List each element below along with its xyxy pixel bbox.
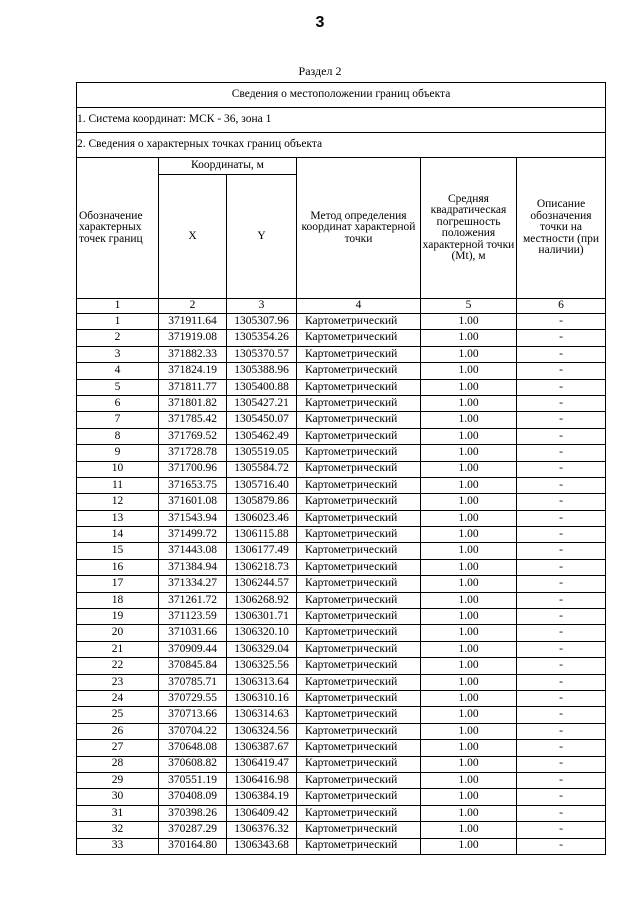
error-cell: 1.00 <box>421 395 517 411</box>
column-number: 1 <box>77 299 159 314</box>
table-row <box>77 428 606 444</box>
point-id-cell: 33 <box>77 838 159 854</box>
boundary-points-table <box>76 82 606 855</box>
method-cell: Картометрический <box>297 805 421 821</box>
y-coordinate-cell: 1305462.49 <box>227 428 297 444</box>
method-cell: Картометрический <box>297 707 421 723</box>
table-row <box>77 690 606 706</box>
method-cell: Картометрический <box>297 428 421 444</box>
y-coordinate-cell: 1306409.42 <box>227 805 297 821</box>
header-x: X <box>159 175 227 299</box>
description-cell: - <box>517 740 606 756</box>
x-coordinate-cell: 370408.09 <box>159 789 227 805</box>
method-cell: Картометрический <box>297 838 421 854</box>
point-id-cell: 26 <box>77 723 159 739</box>
table-row <box>77 592 606 608</box>
x-coordinate-cell: 371911.64 <box>159 314 227 330</box>
point-id-cell: 29 <box>77 772 159 788</box>
error-cell: 1.00 <box>421 445 517 461</box>
point-id-cell: 18 <box>77 592 159 608</box>
point-id-cell: 3 <box>77 346 159 362</box>
table-row <box>77 346 606 362</box>
description-cell: - <box>517 395 606 411</box>
y-coordinate-cell: 1306244.57 <box>227 576 297 592</box>
error-cell: 1.00 <box>421 756 517 772</box>
section-label: Раздел 2 <box>298 64 342 78</box>
table-row <box>77 543 606 559</box>
error-cell: 1.00 <box>421 559 517 575</box>
table-row <box>77 805 606 821</box>
table-row <box>77 723 606 739</box>
table-row <box>77 674 606 690</box>
x-coordinate-cell: 370729.55 <box>159 690 227 706</box>
point-id-cell: 2 <box>77 330 159 346</box>
y-coordinate-cell: 1305388.96 <box>227 363 297 379</box>
error-cell: 1.00 <box>421 330 517 346</box>
header-y: Y <box>227 175 297 299</box>
y-coordinate-cell: 1306325.56 <box>227 658 297 674</box>
table-title: Сведения о местоположении границ объекта <box>77 83 606 108</box>
column-number: 3 <box>227 299 297 314</box>
point-id-cell: 21 <box>77 641 159 657</box>
y-coordinate-cell: 1306416.98 <box>227 772 297 788</box>
x-coordinate-cell: 370164.80 <box>159 838 227 854</box>
column-number: 4 <box>297 299 421 314</box>
y-coordinate-cell: 1306301.71 <box>227 609 297 625</box>
description-cell: - <box>517 494 606 510</box>
y-coordinate-cell: 1306384.19 <box>227 789 297 805</box>
point-id-cell: 13 <box>77 510 159 526</box>
x-coordinate-cell: 371384.94 <box>159 559 227 575</box>
table-row <box>77 740 606 756</box>
error-cell: 1.00 <box>421 576 517 592</box>
table-row <box>77 363 606 379</box>
description-cell: - <box>517 461 606 477</box>
x-coordinate-cell: 371443.08 <box>159 543 227 559</box>
x-coordinate-cell: 371653.75 <box>159 477 227 493</box>
point-id-cell: 27 <box>77 740 159 756</box>
description-cell: - <box>517 346 606 362</box>
method-cell: Картометрический <box>297 330 421 346</box>
description-cell: - <box>517 756 606 772</box>
description-cell: - <box>517 822 606 838</box>
error-cell: 1.00 <box>421 625 517 641</box>
points-caption: 2. Сведения о характерных точках границ объекта <box>77 133 606 158</box>
error-cell: 1.00 <box>421 346 517 362</box>
y-coordinate-cell: 1305519.05 <box>227 445 297 461</box>
table-row <box>77 641 606 657</box>
error-cell: 1.00 <box>421 314 517 330</box>
y-coordinate-cell: 1305584.72 <box>227 461 297 477</box>
error-cell: 1.00 <box>421 838 517 854</box>
description-cell: - <box>517 658 606 674</box>
point-id-cell: 20 <box>77 625 159 641</box>
point-id-cell: 28 <box>77 756 159 772</box>
table-row <box>77 494 606 510</box>
description-cell: - <box>517 690 606 706</box>
y-coordinate-cell: 1306320.10 <box>227 625 297 641</box>
description-cell: - <box>517 609 606 625</box>
description-cell: - <box>517 772 606 788</box>
point-id-cell: 25 <box>77 707 159 723</box>
y-coordinate-cell: 1305370.57 <box>227 346 297 362</box>
y-coordinate-cell: 1306387.67 <box>227 740 297 756</box>
description-cell: - <box>517 805 606 821</box>
y-coordinate-cell: 1305450.07 <box>227 412 297 428</box>
method-cell: Картометрический <box>297 314 421 330</box>
point-id-cell: 22 <box>77 658 159 674</box>
method-cell: Картометрический <box>297 559 421 575</box>
y-coordinate-cell: 1305716.40 <box>227 477 297 493</box>
y-coordinate-cell: 1306376.32 <box>227 822 297 838</box>
table-row <box>77 559 606 575</box>
error-cell: 1.00 <box>421 428 517 444</box>
header-description: Описание обозначения точки на местности (при наличии) <box>517 158 606 299</box>
method-cell: Картометрический <box>297 510 421 526</box>
x-coordinate-cell: 370287.29 <box>159 822 227 838</box>
error-cell: 1.00 <box>421 412 517 428</box>
y-coordinate-cell: 1306218.73 <box>227 559 297 575</box>
description-cell: - <box>517 527 606 543</box>
x-coordinate-cell: 370785.71 <box>159 674 227 690</box>
point-id-cell: 5 <box>77 379 159 395</box>
table-row <box>77 707 606 723</box>
description-cell: - <box>517 838 606 854</box>
point-id-cell: 32 <box>77 822 159 838</box>
y-coordinate-cell: 1306310.16 <box>227 690 297 706</box>
description-cell: - <box>517 379 606 395</box>
point-id-cell: 4 <box>77 363 159 379</box>
point-id-cell: 15 <box>77 543 159 559</box>
x-coordinate-cell: 371785.42 <box>159 412 227 428</box>
error-cell: 1.00 <box>421 690 517 706</box>
x-coordinate-cell: 371769.52 <box>159 428 227 444</box>
table-row <box>77 838 606 854</box>
method-cell: Картометрический <box>297 690 421 706</box>
method-cell: Картометрический <box>297 789 421 805</box>
error-cell: 1.00 <box>421 494 517 510</box>
table-row <box>77 576 606 592</box>
method-cell: Картометрический <box>297 641 421 657</box>
description-cell: - <box>517 707 606 723</box>
table-row <box>77 379 606 395</box>
point-id-cell: 30 <box>77 789 159 805</box>
x-coordinate-cell: 370648.08 <box>159 740 227 756</box>
error-cell: 1.00 <box>421 641 517 657</box>
error-cell: 1.00 <box>421 592 517 608</box>
method-cell: Картометрический <box>297 445 421 461</box>
method-cell: Картометрический <box>297 412 421 428</box>
description-cell: - <box>517 412 606 428</box>
x-coordinate-cell: 371261.72 <box>159 592 227 608</box>
point-id-cell: 17 <box>77 576 159 592</box>
x-coordinate-cell: 371031.66 <box>159 625 227 641</box>
point-id-cell: 31 <box>77 805 159 821</box>
point-id-cell: 8 <box>77 428 159 444</box>
y-coordinate-cell: 1306115.88 <box>227 527 297 543</box>
description-cell: - <box>517 674 606 690</box>
y-coordinate-cell: 1306023.46 <box>227 510 297 526</box>
method-cell: Картометрический <box>297 740 421 756</box>
x-coordinate-cell: 371801.82 <box>159 395 227 411</box>
table-row <box>77 789 606 805</box>
table-row <box>77 477 606 493</box>
description-cell: - <box>517 576 606 592</box>
point-id-cell: 16 <box>77 559 159 575</box>
point-id-cell: 12 <box>77 494 159 510</box>
error-cell: 1.00 <box>421 707 517 723</box>
description-cell: - <box>517 428 606 444</box>
method-cell: Картометрический <box>297 723 421 739</box>
x-coordinate-cell: 371123.59 <box>159 609 227 625</box>
table-row <box>77 461 606 477</box>
description-cell: - <box>517 641 606 657</box>
point-id-cell: 1 <box>77 314 159 330</box>
method-cell: Картометрический <box>297 609 421 625</box>
method-cell: Картометрический <box>297 772 421 788</box>
method-cell: Картометрический <box>297 822 421 838</box>
x-coordinate-cell: 371543.94 <box>159 510 227 526</box>
table-row <box>77 412 606 428</box>
y-coordinate-cell: 1306177.49 <box>227 543 297 559</box>
y-coordinate-cell: 1306419.47 <box>227 756 297 772</box>
point-id-cell: 9 <box>77 445 159 461</box>
x-coordinate-cell: 370845.84 <box>159 658 227 674</box>
error-cell: 1.00 <box>421 609 517 625</box>
table-row <box>77 772 606 788</box>
error-cell: 1.00 <box>421 789 517 805</box>
y-coordinate-cell: 1306343.68 <box>227 838 297 854</box>
method-cell: Картометрический <box>297 477 421 493</box>
y-coordinate-cell: 1306314.63 <box>227 707 297 723</box>
description-cell: - <box>517 510 606 526</box>
error-cell: 1.00 <box>421 723 517 739</box>
point-id-cell: 10 <box>77 461 159 477</box>
description-cell: - <box>517 723 606 739</box>
table-row <box>77 527 606 543</box>
error-cell: 1.00 <box>421 805 517 821</box>
x-coordinate-cell: 371499.72 <box>159 527 227 543</box>
method-cell: Картометрический <box>297 543 421 559</box>
table-row <box>77 510 606 526</box>
method-cell: Картометрический <box>297 395 421 411</box>
x-coordinate-cell: 371824.19 <box>159 363 227 379</box>
column-number: 6 <box>517 299 606 314</box>
method-cell: Картометрический <box>297 592 421 608</box>
table-row <box>77 609 606 625</box>
description-cell: - <box>517 592 606 608</box>
method-cell: Картометрический <box>297 576 421 592</box>
page-number: 3 <box>315 14 325 31</box>
point-id-cell: 19 <box>77 609 159 625</box>
method-cell: Картометрический <box>297 674 421 690</box>
method-cell: Картометрический <box>297 625 421 641</box>
table-row <box>77 330 606 346</box>
y-coordinate-cell: 1306313.64 <box>227 674 297 690</box>
point-id-cell: 7 <box>77 412 159 428</box>
coordinate-system: 1. Система координат: МСК - 36, зона 1 <box>77 108 606 133</box>
x-coordinate-cell: 371334.27 <box>159 576 227 592</box>
error-cell: 1.00 <box>421 658 517 674</box>
point-id-cell: 6 <box>77 395 159 411</box>
point-id-cell: 24 <box>77 690 159 706</box>
table-row <box>77 445 606 461</box>
error-cell: 1.00 <box>421 822 517 838</box>
error-cell: 1.00 <box>421 477 517 493</box>
x-coordinate-cell: 371811.77 <box>159 379 227 395</box>
table-row <box>77 756 606 772</box>
header-designation: Обозначение характерных точек границ <box>77 158 159 299</box>
description-cell: - <box>517 314 606 330</box>
description-cell: - <box>517 559 606 575</box>
y-coordinate-cell: 1306324.56 <box>227 723 297 739</box>
method-cell: Картометрический <box>297 527 421 543</box>
x-coordinate-cell: 371882.33 <box>159 346 227 362</box>
method-cell: Картометрический <box>297 346 421 362</box>
x-coordinate-cell: 370713.66 <box>159 707 227 723</box>
error-cell: 1.00 <box>421 379 517 395</box>
y-coordinate-cell: 1305879.86 <box>227 494 297 510</box>
error-cell: 1.00 <box>421 674 517 690</box>
description-cell: - <box>517 445 606 461</box>
method-cell: Картометрический <box>297 756 421 772</box>
y-coordinate-cell: 1305354.26 <box>227 330 297 346</box>
error-cell: 1.00 <box>421 461 517 477</box>
method-cell: Картометрический <box>297 494 421 510</box>
description-cell: - <box>517 363 606 379</box>
description-cell: - <box>517 789 606 805</box>
column-number: 2 <box>159 299 227 314</box>
x-coordinate-cell: 370551.19 <box>159 772 227 788</box>
x-coordinate-cell: 370704.22 <box>159 723 227 739</box>
point-id-cell: 23 <box>77 674 159 690</box>
method-cell: Картометрический <box>297 363 421 379</box>
y-coordinate-cell: 1306329.04 <box>227 641 297 657</box>
x-coordinate-cell: 371700.96 <box>159 461 227 477</box>
header-error: Средняя квадратическая погрешность положения характерной точки (Mt), м <box>421 158 517 299</box>
method-cell: Картометрический <box>297 658 421 674</box>
error-cell: 1.00 <box>421 527 517 543</box>
method-cell: Картометрический <box>297 379 421 395</box>
y-coordinate-cell: 1305427.21 <box>227 395 297 411</box>
description-cell: - <box>517 330 606 346</box>
description-cell: - <box>517 543 606 559</box>
error-cell: 1.00 <box>421 543 517 559</box>
description-cell: - <box>517 477 606 493</box>
error-cell: 1.00 <box>421 510 517 526</box>
column-numbers-row <box>77 299 606 314</box>
x-coordinate-cell: 370608.82 <box>159 756 227 772</box>
table-row <box>77 658 606 674</box>
error-cell: 1.00 <box>421 772 517 788</box>
header-method: Метод определения координат характерной точки <box>297 158 421 299</box>
table-row <box>77 822 606 838</box>
x-coordinate-cell: 371601.08 <box>159 494 227 510</box>
x-coordinate-cell: 370398.26 <box>159 805 227 821</box>
y-coordinate-cell: 1306268.92 <box>227 592 297 608</box>
y-coordinate-cell: 1305400.88 <box>227 379 297 395</box>
y-coordinate-cell: 1305307.96 <box>227 314 297 330</box>
point-id-cell: 14 <box>77 527 159 543</box>
table-row <box>77 395 606 411</box>
error-cell: 1.00 <box>421 740 517 756</box>
table-row <box>77 625 606 641</box>
method-cell: Картометрический <box>297 461 421 477</box>
header-coordinates: Координаты, м <box>159 158 297 175</box>
x-coordinate-cell: 371728.78 <box>159 445 227 461</box>
description-cell: - <box>517 625 606 641</box>
error-cell: 1.00 <box>421 363 517 379</box>
table-row <box>77 314 606 330</box>
x-coordinate-cell: 370909.44 <box>159 641 227 657</box>
point-id-cell: 11 <box>77 477 159 493</box>
x-coordinate-cell: 371919.08 <box>159 330 227 346</box>
column-number: 5 <box>421 299 517 314</box>
